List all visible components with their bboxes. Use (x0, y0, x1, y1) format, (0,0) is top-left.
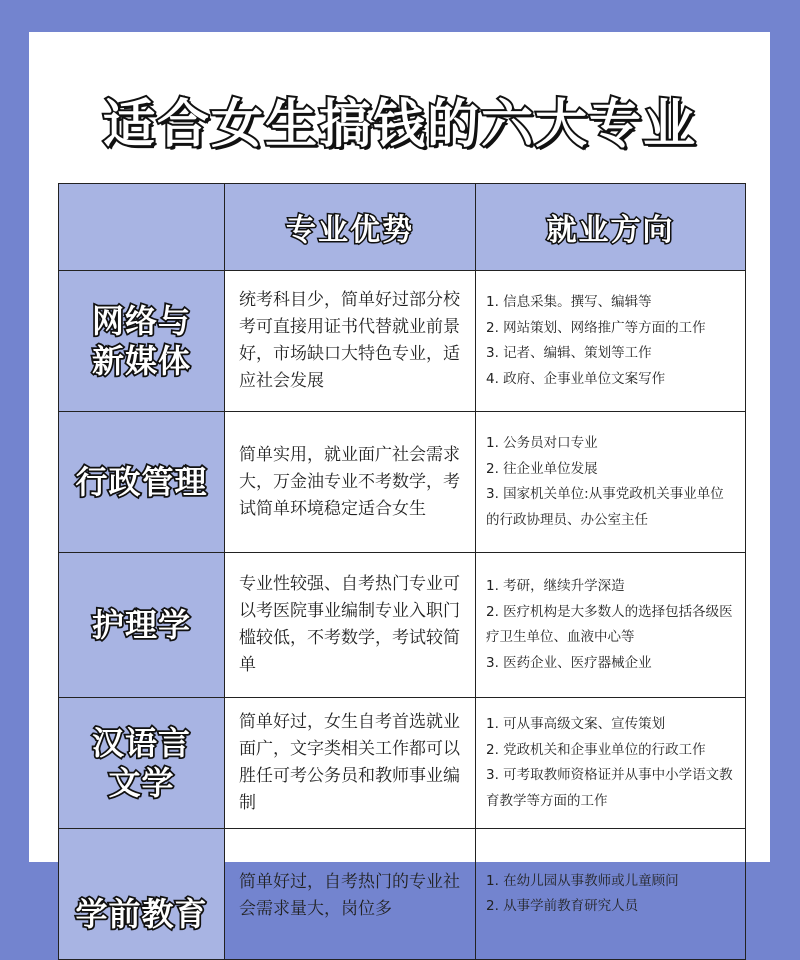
list-item: 1. 在幼儿园从事教师或儿童顾问 (486, 872, 679, 889)
major-name: 网络与 新媒体 (59, 271, 225, 412)
list-item: 3. 国家机关单位:从事党政机关事业单位的行政协理员、办公室主任 (486, 486, 724, 528)
list-item: 3. 可考取教师资格证并从事中小学语文教育教学等方面的工作 (486, 767, 733, 809)
direction-list (476, 829, 746, 960)
major-name: 汉语言 文学 (59, 698, 225, 829)
direction-list (476, 553, 746, 698)
header-advantage-cell (225, 184, 476, 271)
table-row (59, 412, 746, 553)
list-item: 2. 网站策划、网络推广等方面的工作 (486, 319, 706, 336)
header-advantage: 专业优势 (286, 213, 414, 248)
major-name: 学前教育 (59, 829, 225, 960)
table-row (59, 829, 746, 960)
list-item: 4. 政府、企事业单位文案写作 (486, 370, 666, 387)
list-item: 2. 党政机关和企事业单位的行政工作 (486, 741, 706, 758)
list-item: 2. 从事学前教育研究人员 (486, 898, 639, 914)
header-direction: 就业方向 (546, 213, 675, 248)
list-item: 3. 记者、编辑、策划等工作 (486, 345, 652, 361)
list-item: 1. 考研，继续升学深造 (486, 578, 625, 594)
major-name: 行政管理 (59, 412, 225, 553)
direction-list (476, 412, 746, 553)
advantage-text: 简单好过，自考热门的专业社会需求量大，岗位多 (225, 829, 476, 960)
major-name: 护理学 (59, 553, 225, 698)
advantage-text: 专业性较强、自考热门专业可以考医院事业编制专业入职门槛较低，不考数学，考试较简单 (225, 553, 476, 698)
list-item: 2. 医疗机构是大多数人的选择包括各级医疗卫生单位、血液中心等 (486, 603, 733, 645)
direction-list (476, 698, 746, 829)
table-row (59, 553, 746, 698)
list-item: 3. 医药企业、医疗器械企业 (486, 654, 652, 671)
list-item: 1. 信息采集。撰写、编辑等 (486, 294, 652, 310)
list-item: 2. 往企业单位发展 (486, 460, 598, 477)
majors-table (58, 183, 746, 960)
direction-list (476, 271, 746, 412)
advantage-text: 简单好过，女生自考首选就业面广，文字类相关工作都可以胜任可考公务员和教师事业编制 (225, 698, 476, 829)
header-direction-cell (476, 184, 746, 271)
list-item: 1. 可从事高级文案、宣传策划 (486, 716, 666, 732)
advantage-text: 统考科目少，简单好过部分校考可直接用证书代替就业前景好，市场缺口大特色专业，适应社会发展 (225, 271, 476, 412)
page-title: 适合女生搞钱的六大专业 (102, 95, 697, 155)
table-row (59, 698, 746, 829)
advantage-text: 简单实用，就业面广社会需求大，万金油专业不考数学，考试简单环境稳定适合女生 (225, 412, 476, 553)
header-corner-cell (59, 184, 225, 271)
table-row (59, 271, 746, 412)
table-header-row (59, 184, 746, 271)
list-item: 1. 公务员对口专业 (486, 435, 598, 451)
